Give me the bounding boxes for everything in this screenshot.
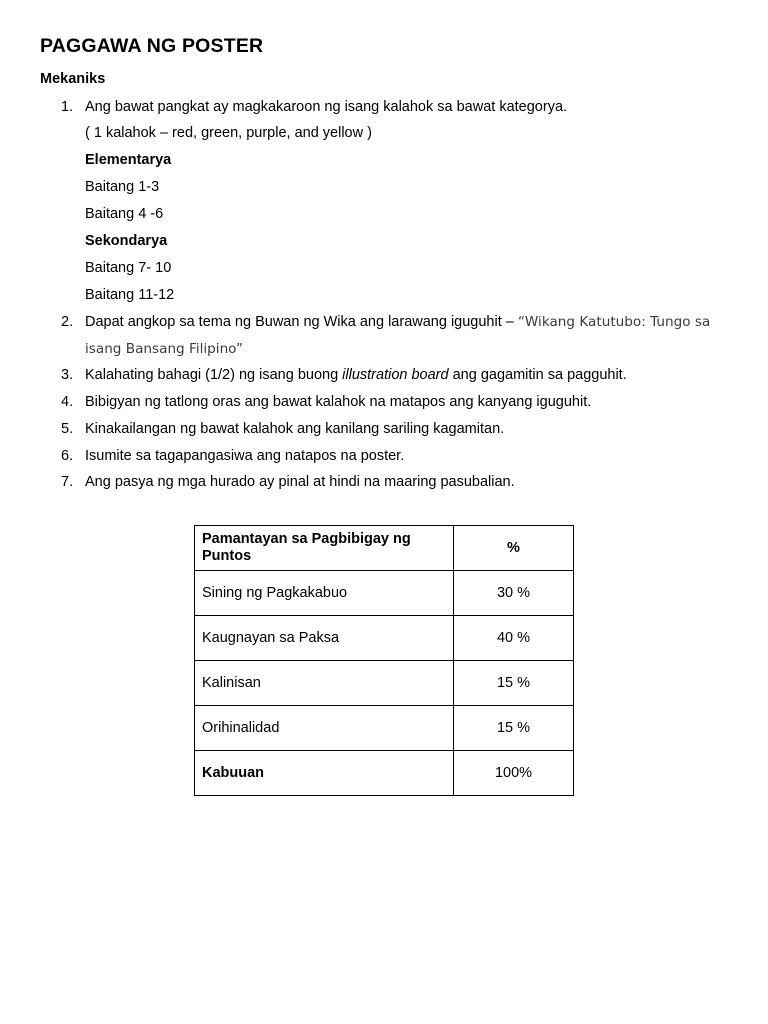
criterion-cell: Orihinalidad xyxy=(195,706,454,751)
percent-cell: 40 % xyxy=(454,616,574,661)
category-heading: Elementarya xyxy=(85,152,172,168)
criteria-table xyxy=(194,525,574,796)
category-heading: Sekondarya xyxy=(85,233,168,249)
grade-level: Baitang 11-12 xyxy=(85,287,175,303)
table-row xyxy=(195,706,574,751)
total-percent-cell: 100% xyxy=(454,751,574,796)
grade-level: Baitang 7- 10 xyxy=(85,260,172,276)
criterion-cell: Kaugnayan sa Paksa xyxy=(195,616,454,661)
header-criterion: Pamantayan sa Pagbibigay ng Puntos xyxy=(195,526,454,571)
list-item-text: Bibigyan ng tatlong oras ang bawat kalahok na matapos ang kanyang iguguhit. xyxy=(85,394,592,410)
list-item-note: ( 1 kalahok – red, green, purple, and yellow ) xyxy=(85,125,372,141)
list-item-text-main: Dapat angkop sa tema ng Buwan ng Wika ang larawang iguguhit – xyxy=(85,314,518,330)
list-item-text: Kinakailangan ng bawat kalahok ang kanilang sariling kagamitan. xyxy=(85,421,505,437)
criterion-cell: Kalinisan xyxy=(195,661,454,706)
italic-term: illustration board xyxy=(342,367,449,383)
table-header-row xyxy=(195,526,574,571)
percent-cell: 15 % xyxy=(454,661,574,706)
list-number: 2. xyxy=(61,314,74,330)
grade-level: Baitang 4 -6 xyxy=(85,206,164,222)
list-number: 4. xyxy=(61,394,74,410)
grade-level: Baitang 1-3 xyxy=(85,179,160,195)
percent-cell: 30 % xyxy=(454,571,574,616)
list-number: 7. xyxy=(61,474,74,490)
list-item-text: Isumite sa tagapangasiwa ang natapos na poster. xyxy=(85,448,405,464)
text-part: ang gagamitin sa pagguhit. xyxy=(448,367,627,383)
table-row xyxy=(195,571,574,616)
list-number: 6. xyxy=(61,448,74,464)
list-number: 3. xyxy=(61,367,74,383)
table-row xyxy=(195,616,574,661)
table-total-row xyxy=(195,751,574,796)
list-item-text: Ang pasya ng mga hurado ay pinal at hindi na maaring pasubalian. xyxy=(85,474,515,490)
page-title: PAGGAWA NG POSTER xyxy=(40,35,264,57)
list-item-text xyxy=(85,366,627,384)
total-label-cell: Kabuuan xyxy=(195,751,454,796)
table-row xyxy=(195,661,574,706)
text-part: Kalahating bahagi (1/2) ng isang buong xyxy=(85,367,343,383)
list-number: 5. xyxy=(61,421,74,437)
list-item-text: Ang bawat pangkat ay magkakaroon ng isang kalahok sa bawat kategorya. xyxy=(85,99,568,115)
section-heading-mekaniks: Mekaniks xyxy=(40,71,106,87)
list-number: 1. xyxy=(61,99,74,115)
header-percent: % xyxy=(454,526,574,571)
percent-cell: 15 % xyxy=(454,706,574,751)
theme-quote: “Wikang Katutubo: Tungo sa xyxy=(517,314,711,330)
list-item-text xyxy=(85,313,710,331)
theme-quote-continued: isang Bansang Filipino” xyxy=(85,341,244,357)
criterion-cell: Sining ng Pagkakabuo xyxy=(195,571,454,616)
